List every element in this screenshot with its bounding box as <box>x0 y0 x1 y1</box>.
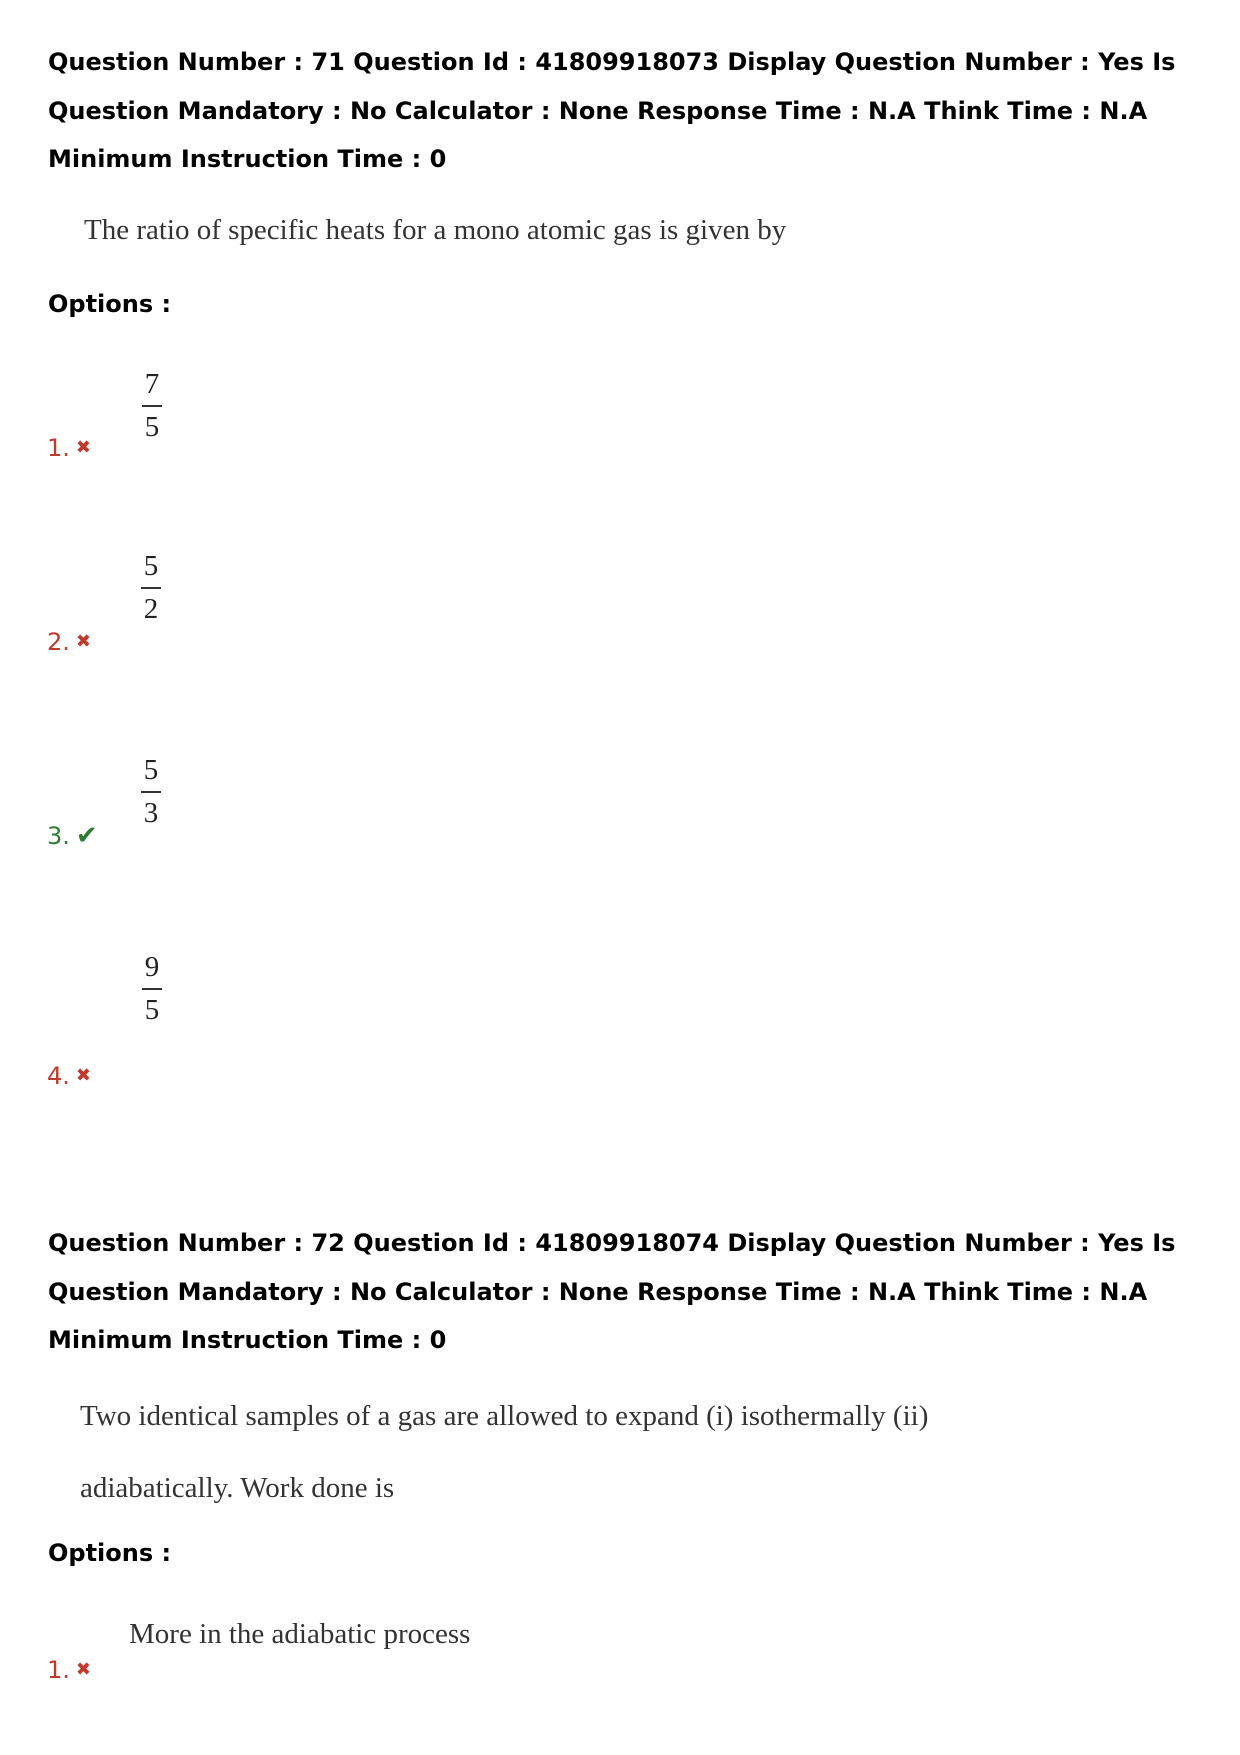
option-4-numerator: 9 <box>144 951 160 983</box>
question-72-stem-line-2: adiabatically. Work done is <box>80 1472 395 1504</box>
option-2-denominator: 2 <box>143 593 159 625</box>
option-1-fraction <box>135 370 169 442</box>
option-1-numerator: 7 <box>144 368 160 400</box>
option-4-marker <box>47 1062 91 1090</box>
option-1-marker <box>47 434 91 462</box>
option-2-fraction <box>134 552 168 624</box>
option-2-marker <box>47 628 91 656</box>
cross-icon: ✖ <box>75 631 91 652</box>
option-3-marker <box>47 822 98 850</box>
cross-icon: ✖ <box>75 1065 91 1086</box>
option-number: 4. <box>47 1062 70 1090</box>
question-72-stem-line-1: Two identical samples of a gas are allowed to expand (i) isothermally (ii) <box>80 1400 929 1432</box>
check-icon: ✔ <box>75 821 98 851</box>
option-number: 1. <box>47 434 70 462</box>
question-72-header: Question Number : 72 Question Id : 41809918074 Display Question Number : Yes Is Question Mandatory : No Calculator : None Response Time : N.A Think Time : N.A Minimum Instruction Time : 0 <box>48 1229 1176 1354</box>
q72-option-1-text: More in the adiabatic process <box>129 1618 471 1650</box>
option-3-denominator: 3 <box>143 797 159 829</box>
question-72-options-label: Options : <box>48 1539 172 1567</box>
option-1-denominator: 5 <box>144 411 160 443</box>
option-number: 3. <box>47 822 70 850</box>
question-71-header: Question Number : 71 Question Id : 41809918073 Display Question Number : Yes Is Question Mandatory : No Calculator : None Response Time : N.A Think Time : N.A Minimum Instruction Time : 0 <box>48 48 1176 173</box>
cross-icon: ✖ <box>75 1659 91 1680</box>
option-3-fraction <box>134 756 168 828</box>
cross-icon: ✖ <box>75 437 91 458</box>
option-2-numerator: 5 <box>143 550 159 582</box>
option-number: 1. <box>47 1656 70 1684</box>
question-71-stem: The ratio of specific heats for a mono atomic gas is given by <box>84 214 787 246</box>
q72-option-1-marker <box>47 1656 91 1684</box>
question-71-options-label: Options : <box>48 290 172 318</box>
option-4-denominator: 5 <box>144 994 160 1026</box>
option-3-numerator: 5 <box>143 754 159 786</box>
option-number: 2. <box>47 628 70 656</box>
option-4-fraction <box>135 953 169 1025</box>
